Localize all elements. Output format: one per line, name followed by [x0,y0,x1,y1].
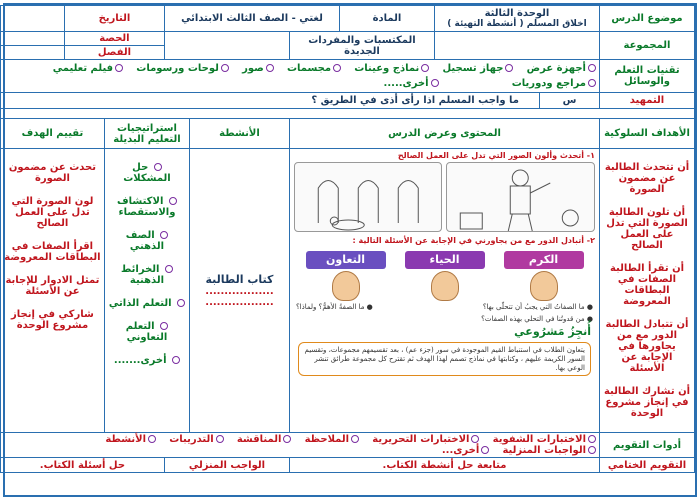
tool-option[interactable]: مجسمات [287,61,341,76]
objectives-list [603,162,691,419]
strategy-item[interactable]: التعلم التعاوني [125,321,168,343]
activity-dots-2: .................. [205,297,274,308]
final-label: التقويم الختامي [600,458,695,473]
strategy-item[interactable]: حل المشكلات [123,162,171,184]
content-header: المحتوى وعرض الدرس [289,119,599,149]
banner-hayaa [405,251,485,301]
radio-circle-icon [165,265,173,273]
radio-circle-icon [160,322,168,330]
radio-circle-icon [431,79,439,87]
lesson-plan [3,3,697,497]
radio-circle-icon [421,64,429,72]
mosque-drawing-icon [295,163,442,232]
question-2: ● ما الصفةُ الأهمُّ؟ ولماذا؟ [295,303,373,311]
homework-label: الواجب المنزلي [164,458,289,473]
objectives-header: الأهداف السلوكية [600,119,695,149]
lesson-plan-table [0,5,695,473]
group-label: المجموعة [600,32,695,60]
tools-row-1 [4,61,596,76]
objectives-cell [600,149,695,433]
unit-subtitle: اخلاق المسلم ( أنشطة التهيئة ) [447,19,587,29]
activities-cell [189,149,289,433]
radio-circle-icon [115,64,123,72]
project-box: يتعاون الطلاب في استنباط القيم الموجودة في سور (جزء عم) ، بعد تقسيمهم مجموعات، وتقسيم السور الكريمة عليهم ، وكتابتها في نماذج تصمم لهذا الهدف ثم تقترح كل مجموعة طرائق تنشر الوعي بها. [298,342,591,376]
date-label: التاريخ [64,6,164,32]
evaluation-item: اقرأ الصفات في البطاقات المعروضة [4,241,101,263]
task-1-images [290,162,599,232]
tool-option[interactable]: أخرى..... [384,76,439,91]
spacer-row [0,109,694,119]
final-value: متابعة حل أنشطة الكتاب. [289,458,599,473]
task-2-title: ٢- أتبادل الدور مع من يجاورني في الإجابة عن الأسئلة التالية : [352,236,595,245]
radio-circle-icon [588,446,596,454]
coloring-image-man [446,162,595,232]
assessment-option[interactable]: الواجبات المنزلية [502,445,596,456]
assessment-option[interactable]: الملاحظة [305,434,360,445]
question-3: ● من قدوتُنا في التحلي بهذه الصفات؟ [481,315,593,323]
evaluation-item: تمثل الادوار للإجابة عن الأسئلة [5,275,100,297]
class-value[interactable] [0,46,64,60]
objective-item: أن تتحدث الطالبة عن مضمون الصورة [604,162,690,195]
questions-row-2 [290,313,599,325]
evaluation-item: لون الصورة التي تدل على العمل الصالح [11,196,94,229]
tool-option[interactable]: مراجع ودوريات [512,76,596,91]
date-value[interactable] [0,6,64,32]
class-label: الفصل [64,46,164,60]
assessment-option[interactable]: الاختبارات التحريرية [372,434,479,445]
strategy-item[interactable]: أخرى....... [108,355,186,366]
subject-label: المادة [339,6,434,32]
evaluation-list [4,162,101,331]
unit-title: الوحدة الثالثة [484,8,550,19]
vocab-label: المكتسبات والمفردات الجديدة [289,32,434,60]
man-drawing-icon [447,163,594,232]
radio-circle-icon [588,79,596,87]
strategy-item[interactable]: التعلم الذاتي [108,298,186,309]
evaluation-header: تقييم الهدف [0,119,104,149]
subject-value: لغتي - الصف الثالث الابتدائي [164,6,339,32]
questions-row [290,301,599,313]
radio-circle-icon [351,435,359,443]
homework-value: حل أسئلة الكتاب. [0,458,164,473]
strategies-list [108,162,186,366]
assessment-option[interactable]: الاختبارات الشفوية [493,434,596,445]
coloring-image-mosque [294,162,443,232]
activities-header: الأنشطة [189,119,289,149]
child-icon [530,271,558,301]
strategies-header: استراتيجيات التعليم البديلة [104,119,189,149]
vocab-value[interactable] [164,32,289,60]
strategy-item[interactable]: الخرائط الذهنية [108,264,186,286]
objective-item: أن تشارك الطالبة في إنجاز مشروع الوحدة [603,386,691,419]
assessment-label: أدوات التقويم [600,433,695,458]
activity-book: كتاب الطالبة [205,273,274,286]
period-label: الحصة [64,32,164,46]
child-icon [431,271,459,301]
assessment-option[interactable]: الأنشطة [105,434,156,445]
content-cell [289,149,599,433]
group-value[interactable] [434,32,599,60]
evaluation-cell [0,149,104,433]
tool-option[interactable]: صور [242,61,274,76]
topic-label: موضوع الدرس [600,6,695,32]
radio-circle-icon [172,356,180,364]
unit-cell [434,6,599,32]
banner-taawon [306,251,386,301]
radio-circle-icon [266,64,274,72]
activity-dots-1: .................. [205,286,274,297]
radio-circle-icon [588,435,596,443]
banner-word: الحياء [405,251,485,269]
radio-circle-icon [588,64,596,72]
child-icon [332,271,360,301]
banner-karam [504,251,584,301]
radio-circle-icon [283,435,291,443]
strategy-item[interactable]: الصف الذهني [108,230,186,252]
tool-option[interactable]: أجهزة عرض [527,61,596,76]
project-title: أُنجِزُ مَشرُوعي [514,325,591,338]
strategy-item[interactable]: الاكتشاف والاستقصاء [117,196,176,218]
tools-options [0,60,599,93]
tool-option[interactable]: نماذج وعينات [354,61,429,76]
objective-item: أن تقرأ الطالبة الصفات في البطاقات المعروضة [609,263,685,307]
objective-item: أن تلون الطالبة الصورة التي تدل على العمل الصالح [606,207,688,251]
tool-option[interactable]: لوحات ورسومات [136,61,229,76]
assessment-option[interactable]: المناقشة [237,434,292,445]
intro-question: ما واجب المسلم اذا رأى أذى في الطريق ؟ [0,93,539,109]
banner-word: التعاون [306,251,386,269]
intro-q-mark: س [540,93,600,109]
assessment-options [0,433,599,458]
banner-row [290,247,599,301]
radio-circle-icon [216,435,224,443]
radio-circle-icon [333,64,341,72]
intro-label: التمهيد [600,93,695,109]
evaluation-item: شاركي في إنجاز مشروع الوحدة [11,309,94,331]
assessment-option[interactable]: التدريبات [169,434,223,445]
radio-circle-icon [505,64,513,72]
assessment-option[interactable]: أخرى... [442,445,489,456]
banner-word: الكرم [504,251,584,269]
radio-circle-icon [481,446,489,454]
radio-circle-icon [471,435,479,443]
tools-label: تقنيات التعلم والوسائل [600,60,695,93]
radio-circle-icon [160,231,168,239]
radio-circle-icon [148,435,156,443]
period-value[interactable] [0,32,64,46]
objective-item: أن تتبادل الطالبة الدور مع من يجاورها في الإجابة عن الأسئلة [605,319,689,374]
radio-circle-icon [169,197,177,205]
evaluation-item: تحدث عن مضمون الصورة [8,162,96,184]
task-1-title: ١- أتحدث وألون الصور التي تدل على العمل الصالح [397,151,595,160]
radio-circle-icon [177,299,185,307]
radio-circle-icon [154,163,162,171]
radio-circle-icon [221,64,229,72]
strategies-cell [104,149,189,433]
tool-option[interactable]: فيلم تعليمي [53,61,123,76]
tool-option[interactable]: جهاز تسجيل [443,61,514,76]
tools-row-2 [4,76,596,91]
question-1: ● ما الصفاتُ التي يجبُ أن تتحلّى بها؟ [482,303,593,311]
